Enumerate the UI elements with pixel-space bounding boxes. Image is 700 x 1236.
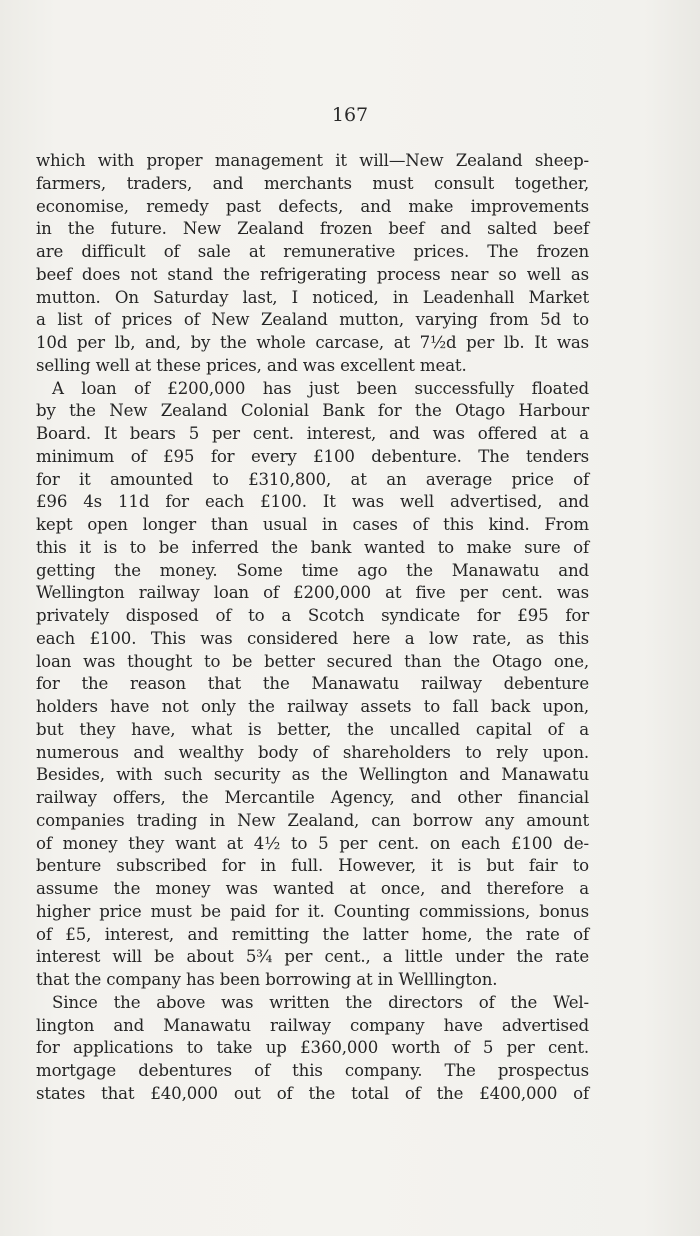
text-line: economise, remedy past defects, and make improvements [36,196,589,216]
text-line: lington and Manawatu railway company have advertised [36,1015,589,1035]
text-line: Besides, with such security as the Wellington and Manawatu [36,765,589,785]
text-line: that the company has been borrowing at in Welllington. [36,970,498,989]
text-line: of £5, interest, and remitting the latter home, the rate of [36,924,589,944]
text-line: railway offers, the Mercantile Agency, and other financial [36,788,589,807]
text-line: in the future. New Zealand frozen beef and salted beef [36,219,589,239]
text-line: numerous and wealthy body of shareholders to rely upon. [36,742,589,762]
page-number: 167 [331,104,369,126]
text-line: each £100. This was considered here a low rate, as this [36,628,589,648]
text-line: assume the money was wanted at once, and therefore a [36,879,589,898]
text-line: kept open longer than usual in cases of this kind. From [36,515,589,534]
text-line: companies trading in New Zealand, can borrow any amount [36,810,589,830]
text-line: for it amounted to £310,800, at an average price of [36,469,589,489]
text-line: farmers, traders, and merchants must consult together, [36,173,589,193]
text-line: states that £40,000 out of the total of the £400,000 of [36,1083,589,1103]
text-line: Board. It bears 5 per cent. interest, and was offered at a [36,424,589,443]
text-line: £96 4s 11d for each £100. It was well advertised, and [36,492,589,512]
text-line: of money they want at 4½ to 5 per cent. on each £100 de- [36,833,589,853]
text-line: minimum of £95 for every £100 debenture. The tenders [36,446,589,466]
text-line: for the reason that the Manawatu railway debenture [36,674,589,694]
text-line: privately disposed of to a Scotch syndicate for £95 for [36,606,589,625]
text-line: 10d per lb, and, by the whole carcase, at 7½d per lb. It was [36,333,589,352]
text-line: selling well at these prices, and was excellent meat. [36,355,467,375]
text-line: mortgage debentures of this company. The prospectus [36,1061,589,1080]
text-line: this it is to be inferred the bank wanted to make sure of [36,537,589,557]
text-line: by the New Zealand Colonial Bank for the Otago Harbour [36,401,589,421]
text-line: interest will be about 5¾ per cent., a little under the rate [36,947,589,967]
text-line: higher price must be paid for it. Counting commissions, bonus [36,901,589,921]
text-line: getting the money. Some time ago the Manawatu and [36,560,589,580]
text-line: are difficult of sale at remunerative prices. The frozen [36,242,589,261]
text-line: Wellington railway loan of £200,000 at five per cent. was [36,583,589,603]
text-line: which with proper management it will—New Zealand sheep- [36,151,589,170]
text-line: A loan of £200,000 has just been successfully floated [52,378,589,398]
body-text [36,150,589,1106]
text-line: a list of prices of New Zealand mutton, varying from 5d to [36,310,589,330]
text-line: benture subscribed for in full. However, it is but fair to [36,856,589,876]
text-line: beef does not stand the refrigerating process near so well as [36,264,589,284]
text-line: but they have, what is better, the uncalled capital of a [36,719,589,739]
text-line: loan was thought to be better secured than the Otago one, [36,651,589,671]
text-line: holders have not only the railway assets to fall back upon, [36,697,589,716]
text-line: Since the above was written the directors of the Wel- [52,992,589,1012]
text-line: for applications to take up £360,000 worth of 5 per cent. [36,1038,589,1058]
text-line: mutton. On Saturday last, I noticed, in Leadenhall Market [36,287,589,307]
